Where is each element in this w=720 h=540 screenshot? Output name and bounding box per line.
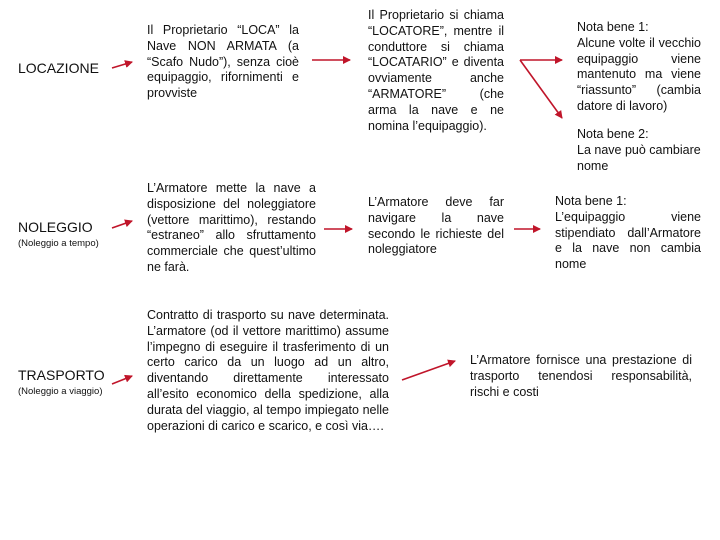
noleggio-description: L’Armatore mette la nave a disposizione del noleggiatore (vettore marittimo), restando “estraneo” allo sfruttamento commerciale che quest’ultimo ne farà. [147,181,316,274]
arrow-noleggio-label [112,221,132,228]
locazione-note-2-text: La nave può cambiare nome [577,142,701,173]
noleggio-note-1-title: Nota bene 1: [555,194,627,208]
locazione-note-2-title: Nota bene 2: [577,127,649,141]
locazione-detail: Il Proprietario si chiama “LOCATORE”, mentre il conduttore si chiama “LOCATARIO” e diventa ovviamente anche “ARMATORE” (che arma la nave e ne nomina l’equipaggio). [368,8,504,133]
sublabel-noleggio: (Noleggio a tempo) [18,238,99,249]
locazione-description: Il Proprietario “LOCA” la Nave NON ARMATA (a “Scafo Nudo”), senza cioè equipaggio, rifornimenti e provviste [147,23,299,101]
label-trasporto: TRASPORTO [18,367,105,383]
arrow-locazione-note-2 [520,60,562,118]
arrow-locazione-label [112,62,132,68]
trasporto-detail: L’Armatore fornisce una prestazione di trasporto tenendosi responsabilità, rischi e costi [470,353,692,399]
noleggio-note-1-text: L’equipaggio viene stipendiato dall’Armatore e la nave non cambia nome [555,209,701,272]
arrow-trasporto-label [112,376,132,384]
trasporto-description: Contratto di trasporto su nave determinata. L’armatore (od il vettore marittimo) assume l’impegno di eseguire il trasferimento di un certo carico da un luogo ad un altro, diventando direttamente interessato all’esito economico della spedizione, alla durata del viaggio, al tempo impiegato nelle operazioni di carico e scarico, e così via…. [147,308,389,433]
locazione-note-1-title: Nota bene 1: [577,20,649,34]
label-noleggio: NOLEGGIO [18,219,93,235]
arrow-trasporto-description [402,361,455,380]
label-locazione: LOCAZIONE [18,60,99,76]
locazione-note-1-text: Alcune volte il vecchio equipaggio viene mantenuto ma viene “riassunto” (cambia datore di lavoro) [577,35,701,113]
sublabel-trasporto: (Noleggio a viaggio) [18,386,103,397]
noleggio-detail: L’Armatore deve far navigare la nave secondo le richieste del noleggiatore [368,195,504,257]
